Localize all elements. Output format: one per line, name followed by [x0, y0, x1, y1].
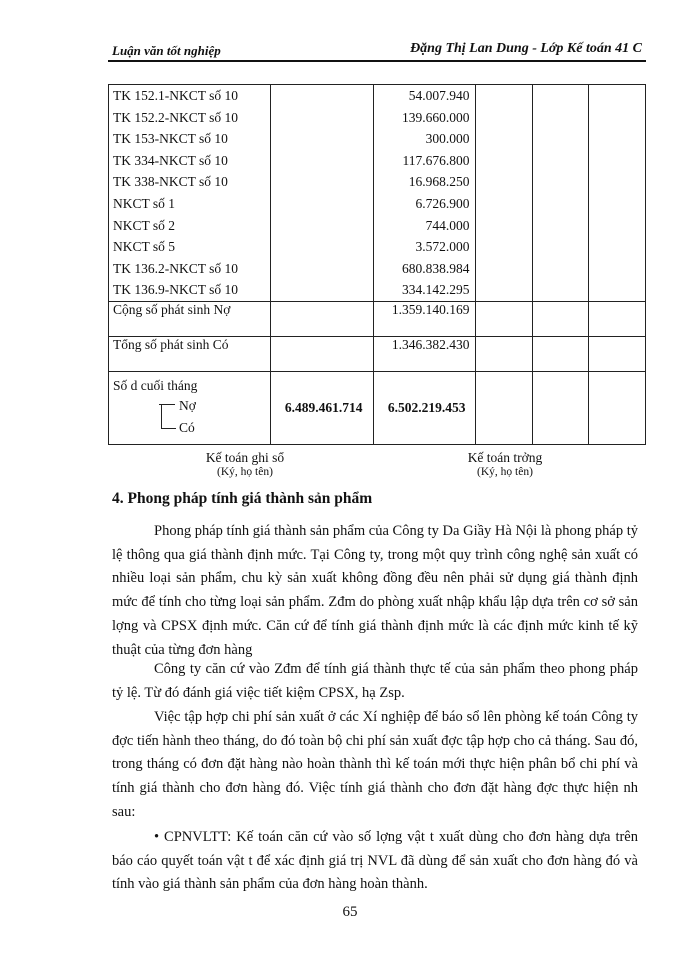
bullet-paragraph: • CPNVLTT: Kế toán căn cứ vào số lợng vật t xuất dùng cho đơn hàng dựa trên báo cáo quyết toán vật t để xác định giá trị NVL đã dùng để sản xuất cho đơn hàng đó và tính vào giá thành sản phẩm của đơn hàng hoàn thành.	[112, 829, 638, 893]
account-label: NKCT số 1	[113, 195, 176, 211]
paragraph: Công ty căn cứ vào Zđm để tính giá thành thực tế của sản phẩm theo phong pháp tỷ lệ. Từ đó đánh giá việc tiết kiệm CPSX, hạ Zsp.	[112, 661, 638, 701]
ending-balance-col2	[270, 371, 373, 444]
ending-debit-value: 6.489.461.714	[284, 399, 363, 415]
empty-cell	[270, 301, 373, 336]
empty-cell	[589, 336, 646, 371]
empty-cell	[476, 336, 533, 371]
ending-credit-label: Có	[179, 419, 195, 435]
amount-column	[373, 85, 476, 302]
account-label: TK 334-NKCT số 10	[113, 152, 228, 168]
empty-cell	[476, 301, 533, 336]
amount-value: 54.007.940	[408, 88, 470, 103]
empty-cell	[476, 371, 533, 444]
signature-note: (Ký, họ tên)	[477, 466, 533, 478]
header-author: Đặng Thị Lan Dung - Lớp Kế toán 41 C	[410, 41, 642, 56]
ending-balance-col3	[373, 371, 476, 444]
account-column	[109, 85, 271, 302]
account-label: TK 152.2-NKCT số 10	[113, 109, 239, 125]
signature-title: Kế toán ghi sổ	[205, 450, 285, 465]
account-label: TK 338-NKCT số 10	[113, 174, 228, 190]
empty-cell	[533, 85, 589, 302]
ending-balance-cell	[109, 371, 271, 444]
ending-credit-value: 6.502.219.453	[387, 399, 466, 415]
empty-cell	[270, 336, 373, 371]
signature-title: Kế toán trởng	[467, 450, 543, 465]
credit-total-label: Tổng số phát sinh Có	[109, 336, 271, 371]
amount-value: 117.676.800	[402, 152, 470, 168]
signature-chief-accountant	[440, 450, 570, 478]
empty-cell	[589, 301, 646, 336]
table-row	[109, 336, 646, 371]
debit-total-value: 1.359.140.169	[373, 301, 476, 336]
account-label: TK 136.2-NKCT số 10	[113, 260, 239, 276]
empty-cell	[533, 336, 589, 371]
empty-cell	[270, 85, 373, 302]
ending-balance-label: Số d cuối tháng	[113, 377, 198, 393]
debit-total-label: Cộng số phát sinh Nợ	[109, 301, 271, 336]
signature-accountant	[180, 450, 310, 478]
table-row	[109, 371, 646, 444]
amount-value: 744.000	[425, 217, 470, 233]
amount-value: 300.000	[425, 131, 470, 147]
ledger-table	[108, 84, 646, 445]
account-label: NKCT số 2	[113, 217, 176, 233]
ending-debit-label: Nợ	[179, 397, 196, 413]
account-label: TK 136.9-NKCT số 10	[113, 282, 239, 298]
amount-value: 16.968.250	[408, 174, 470, 190]
empty-cell	[476, 85, 533, 302]
table-row	[109, 85, 646, 302]
signature-note: (Ký, họ tên)	[217, 466, 273, 478]
amount-value: 6.726.900	[415, 195, 470, 211]
empty-cell	[533, 371, 589, 444]
amount-value: 139.660.000	[401, 109, 470, 125]
paragraph: Việc tập hợp chi phí sản xuất ở các Xí nghiệp để báo sổ lên phòng kế toán Công ty đợc tiến hành theo tháng, do đó toàn bộ chi phí sản xuất đợc tập hợp cho cả tháng. Sau đó, trong tháng có đơn đặt hàng nào hoàn thành thì kế toán mới thực hiện phân bổ chi phí và tính giá thành cho đơn hàng đó. Việc tính giá thành cho đơn đặt hàng đợc thực hiện nh sau:	[112, 709, 638, 820]
amount-value: 680.838.984	[401, 260, 470, 276]
page-number: 65	[342, 904, 358, 920]
section-heading: 4. Phong pháp tính giá thành sản phẩm	[112, 490, 373, 507]
amount-value: 334.142.295	[401, 282, 470, 298]
page-header	[108, 36, 646, 62]
bracket-line	[161, 404, 176, 429]
account-label: NKCT số 5	[113, 239, 176, 255]
empty-cell	[533, 301, 589, 336]
credit-total-value: 1.346.382.430	[373, 336, 476, 371]
account-label: TK 153-NKCT số 10	[113, 131, 228, 147]
empty-cell	[589, 371, 646, 444]
empty-cell	[589, 85, 646, 302]
paragraph: Phong pháp tính giá thành sản phẩm của Công ty Da Giầy Hà Nội là phong pháp tỷ lệ thông qua giá thành định mức. Tại Công ty, trong một quy trình công nghệ sản xuất có nhiều loại sản phẩm, chu kỳ sản xuất không đồng đều nên phải sử dụng giá thành định mức để tính cho từng loại sản phẩm. Zđm do phòng xuất nhập khẩu lập dựa trên cơ sở sản lợng và CPSX định mức. Căn cứ để tính giá thành định mức là các định mức kinh tế kỹ thuật của từng đơn hàng	[112, 523, 638, 658]
header-thesis-title: Luận văn tốt nghiệp	[112, 43, 221, 58]
amount-value: 3.572.000	[415, 239, 470, 255]
account-label: TK 152.1-NKCT số 10	[113, 88, 239, 103]
table-row	[109, 301, 646, 336]
